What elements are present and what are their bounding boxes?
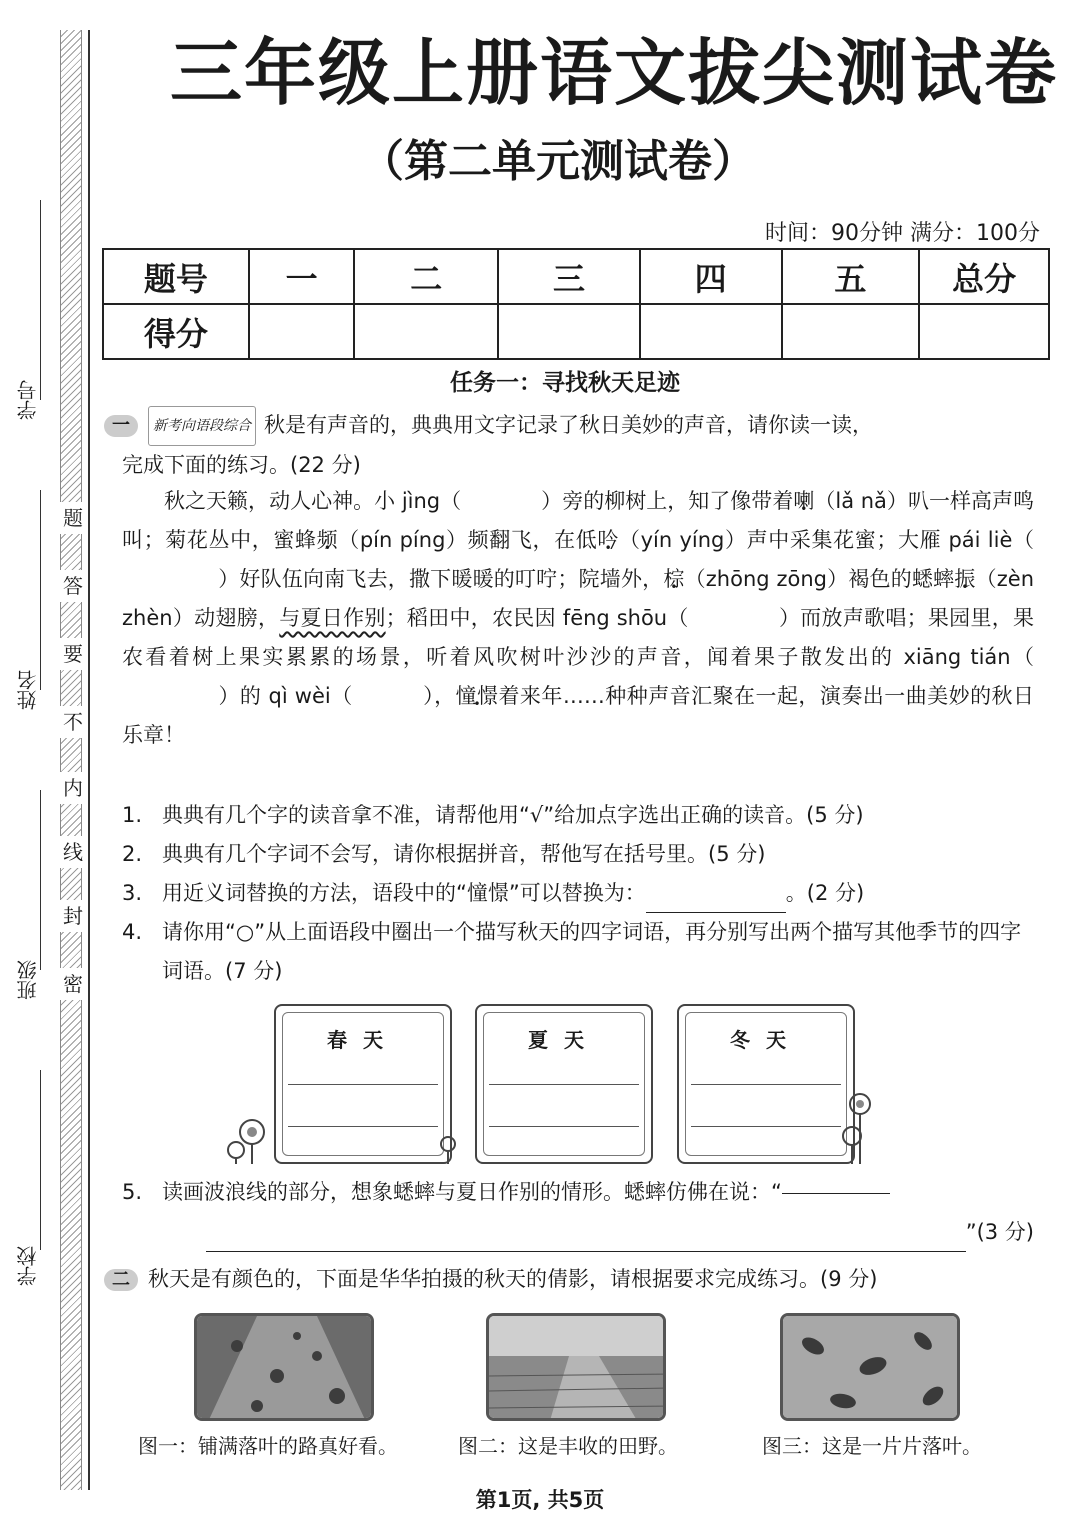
season-box-spring[interactable] xyxy=(274,1004,452,1164)
dotted-char: 频 xyxy=(316,528,339,552)
score-cell[interactable] xyxy=(498,304,640,359)
photo-harvest-field xyxy=(486,1313,666,1421)
score-header-cell: 题号 xyxy=(103,249,249,304)
page-title: 三年级上册语文拔尖测试卷 xyxy=(170,31,1059,115)
photo-leaf-path xyxy=(194,1313,374,1421)
section-badge: 一 xyxy=(104,415,138,437)
season-box-winter[interactable] xyxy=(677,1004,855,1164)
section1-desc1: 秋是有声音的，典典用文字记录了秋日美妙的声音，请你读一读， xyxy=(264,413,873,437)
name-line xyxy=(40,490,41,690)
seal-char: 密 xyxy=(60,968,86,1000)
seal-char: 不 xyxy=(60,706,86,738)
score-cell[interactable] xyxy=(782,304,920,359)
section1-desc2: 完成下面的练习。(22 分) xyxy=(122,453,361,477)
school-label: 学校 xyxy=(16,1246,40,1286)
score-header-cell: 三 xyxy=(498,249,640,304)
section1-heading xyxy=(104,406,1034,484)
margin-rule xyxy=(88,30,90,1490)
wavy-underline-text: 与夏日作别 xyxy=(279,606,386,630)
dotted-char: 喇 xyxy=(793,489,815,513)
dotted-char: 棕 xyxy=(663,567,685,591)
score-header-cell: 总分 xyxy=(919,249,1049,304)
score-header-cell: 二 xyxy=(354,249,498,304)
photo-caption: 图三：这是一片片落叶。 xyxy=(762,1434,982,1458)
seal-char: 封 xyxy=(60,900,86,932)
dotted-char: 振 xyxy=(954,567,976,591)
name-label: 姓名 xyxy=(16,670,40,710)
seal-char: 要 xyxy=(60,638,86,670)
score-cell[interactable] xyxy=(919,304,1049,359)
page-footer: 第1页, 共5页 xyxy=(475,1488,605,1512)
class-label: 班级 xyxy=(16,960,40,1000)
flower-decoration-icon xyxy=(836,1090,886,1166)
seal-char: 线 xyxy=(60,836,86,868)
score-header-cell: 五 xyxy=(782,249,920,304)
photo-caption: 图二：这是丰收的田野。 xyxy=(458,1434,678,1458)
seal-char: 题 xyxy=(60,502,86,534)
dotted-char: 憧憬 xyxy=(455,684,499,708)
page-subtitle: （第二单元测试卷） xyxy=(360,136,756,187)
photo-falling-leaves xyxy=(780,1313,960,1421)
season-label: 春天 xyxy=(327,1028,399,1052)
question-5: 5. 读画波浪线的部分，想象蟋蟀与夏日作别的情形。蟋蟀仿佛在说：“ ”(3 分) xyxy=(122,1172,1034,1252)
score-cell[interactable] xyxy=(249,304,355,359)
binding-margin xyxy=(0,30,100,1490)
question-item: 4. 请你用“○”从上面语段中圈出一个描写秋天的四字词语，再分别写出两个描写其他季节的四字词语。(7 分) xyxy=(122,920,1022,983)
score-header-cell: 四 xyxy=(640,249,782,304)
answer-blank[interactable] xyxy=(646,891,786,913)
score-table xyxy=(102,248,1050,360)
question-item: 3. 用近义词替换的方法，语段中的“憧憬”可以替换为： 。(2 分) xyxy=(122,874,1034,913)
score-row-label: 得分 xyxy=(103,304,249,359)
hatch-strip xyxy=(60,30,82,1490)
seal-char: 内 xyxy=(60,772,86,804)
score-header-cell: 一 xyxy=(249,249,355,304)
question-item: 2. 典典有几个字词不会写，请你根据拼音，帮他写在括号里。(5 分) xyxy=(122,842,766,866)
score-cell[interactable] xyxy=(354,304,498,359)
answer-blank[interactable] xyxy=(782,1172,890,1194)
section2-desc: 秋天是有颜色的，下面是华华拍摄的秋天的倩影，请根据要求完成练习。(9 分) xyxy=(148,1267,878,1291)
season-box-summer[interactable] xyxy=(475,1004,653,1164)
answer-blank[interactable] xyxy=(206,1230,966,1252)
score-cell[interactable] xyxy=(640,304,782,359)
season-label: 冬天 xyxy=(730,1028,802,1052)
task-title: 任务一：寻找秋天足迹 xyxy=(450,370,680,396)
class-line xyxy=(40,790,41,970)
seal-char: 答 xyxy=(60,570,86,602)
section2-heading xyxy=(104,1260,1034,1298)
school-line xyxy=(40,1070,41,1250)
photo-caption: 图一：铺满落叶的路真好看。 xyxy=(138,1434,398,1458)
passage: 秋之天籁，动人心神。小 jìng（ ）旁的柳树上，知了像带着喇（lǎ nǎ）叭一样高声鸣叫；菊花丛中，蜜蜂频（pín píng）频翻飞，在低吟（yín yíng）声中采集花蜜；大雁 pái liè（）好队伍向南飞去，撒下暖暖的叮咛；院墙外，棕（zhōng zōng）褐色的蟋蟀振（zèn zhèn）动翅膀，与夏日作别；稻田中，农民因 fēng shōu（ ）而放声歌唱；果园里，果农看着树上果实累累的场景，听着风吹树叶沙沙的声音，闻着果子散发出的 xiāng tián（）的 qì wèi（ ），憧憬着来年……种种声音汇聚在一起，演奏出一曲美妙的秋日乐章！ xyxy=(122,489,1035,747)
question-list xyxy=(122,796,1034,991)
season-label: 夏天 xyxy=(528,1028,600,1052)
section-badge: 二 xyxy=(104,1269,138,1291)
id-label: 学号 xyxy=(16,380,40,420)
dotted-char: 吟 xyxy=(597,528,619,552)
time-info: 时间：90分钟 满分：100分 xyxy=(765,221,1040,246)
flower-decoration-icon xyxy=(436,1134,460,1164)
flower-decoration-icon xyxy=(222,1112,282,1166)
question-tag: 新考向语段综合 xyxy=(148,406,256,446)
question-item: 1. 典典有几个字的读音拿不准，请帮他用“√”给加点字选出正确的读音。(5 分) xyxy=(122,803,864,827)
